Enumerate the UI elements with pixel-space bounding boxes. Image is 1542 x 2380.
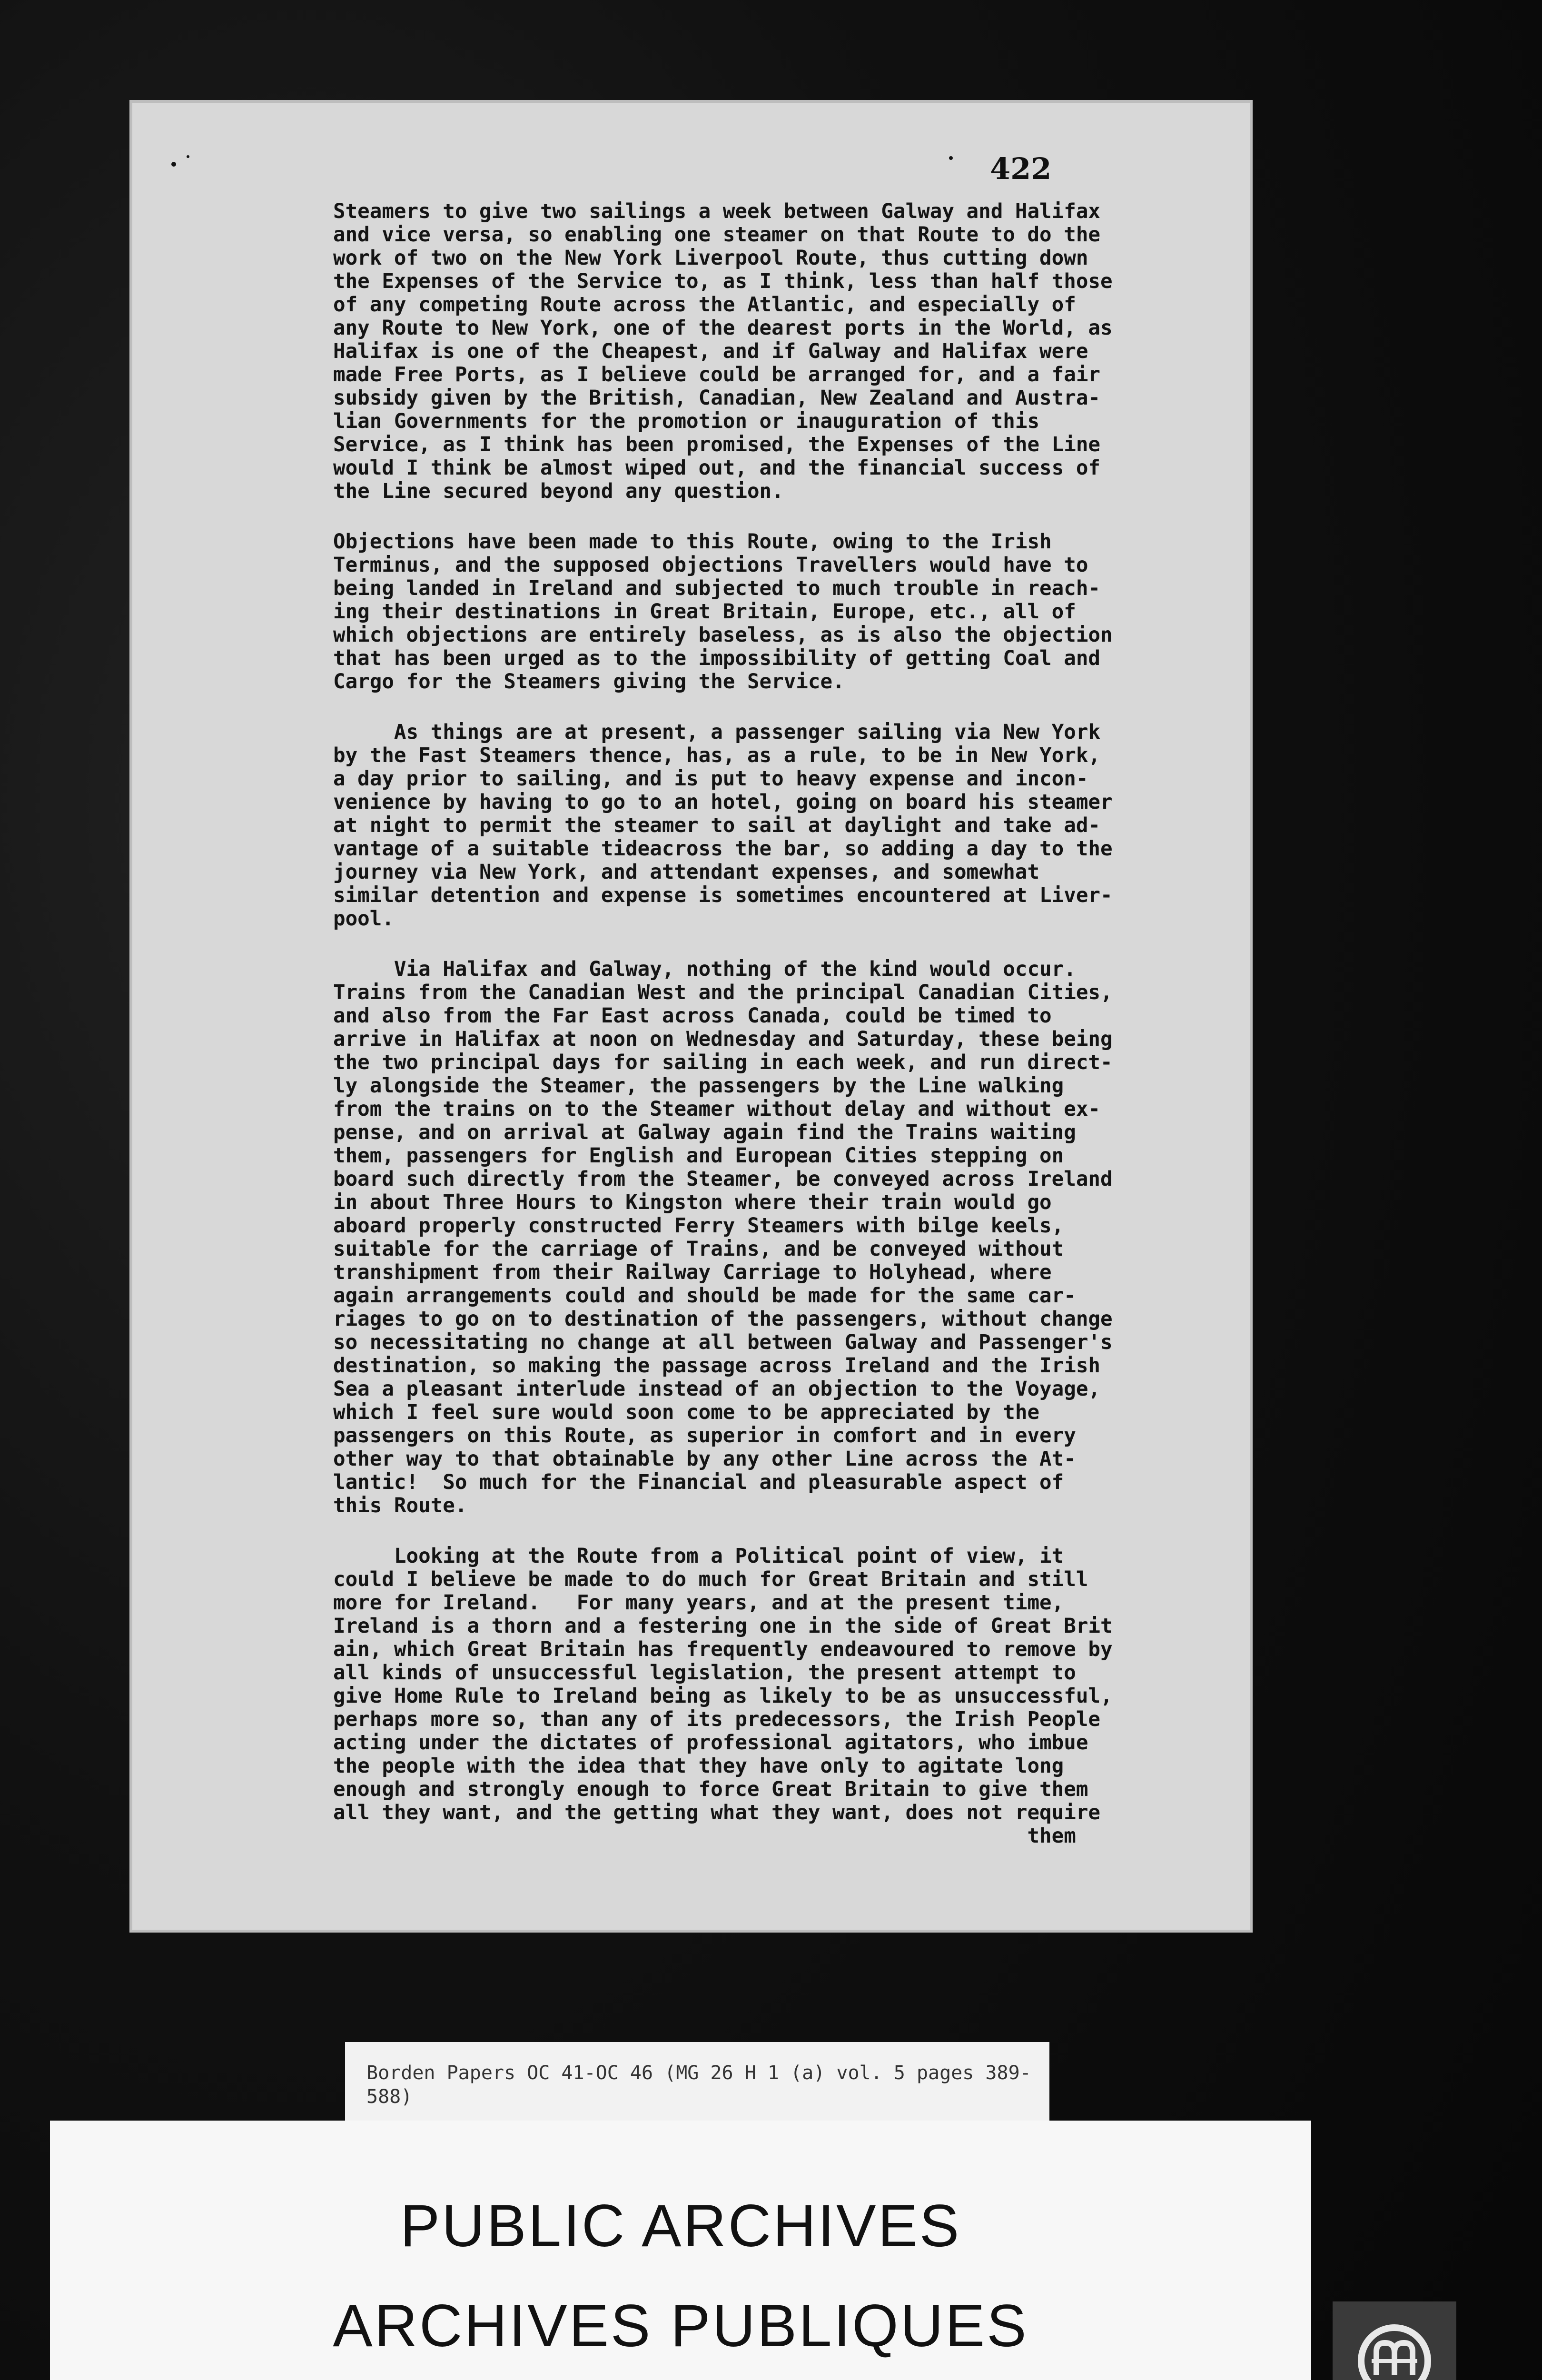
archives-logo <box>1333 2301 1456 2380</box>
reference-label: Borden Papers OC 41-OC 46 (MG 26 H 1 (a) vol. 5 pages 389-588) <box>366 2062 1031 2108</box>
typed-letter-body <box>333 200 1237 1848</box>
page-number: 422 <box>990 151 1052 186</box>
paragraph: As things are at present, a passenger sailing via New York by the Fast Steamers thence, has, as a rule, to be in New York, a day prior to sailing, and is put to heavy expense and incon- venience by having to go to an hotel, going on board his steamer at night to permit the steamer to sail at daylight and take ad- vantage of a suitable tideacross the bar, so adding a day to the journey via New York, and attendant expenses, and somewhat similar detention and expense is sometimes encountered at Liver- pool. <box>333 721 1113 931</box>
archive-title-french: ARCHIVES PUBLIQUES <box>333 2293 1028 2359</box>
page-speck <box>949 156 953 160</box>
archive-title-english: PUBLIC ARCHIVES <box>400 2193 961 2259</box>
paragraph: Objections have been made to this Route, owing to the Irish Terminus, and the supposed objections Travellers would have to being landed in Ireland and subjected to much trouble in reach- ing their destinations in Great Britain, Europe, etc., all of which objections are entirely baseless, as is also the objection that has been urged as to the impossibility of getting Coal and Cargo for the Steamers giving the Service. <box>333 530 1113 694</box>
paragraph: Steamers to give two sailings a week between Galway and Halifax and vice versa, so enabling one steamer on that Route to do the work of two on the New York Liverpool Route, thus cutting down the Expenses of the Service to, as I think, less than half those of any competing Route across the Atlantic, and especially of any Route to New York, one of the dearest ports in the World, as Halifax is one of the Cheapest, and if Galway and Halifax were made Free Ports, as I believe could be arranged for, and a fair subsidy given by the British, Canadian, New Zealand and Austra- lian Governments for the promotion or inauguration of this Service, as I think has been promised, the Expenses of the Line would I think be almost wiped out, and the financial success of the Line secured beyond any question. <box>333 200 1113 503</box>
paragraph: Via Halifax and Galway, nothing of the kind would occur. Trains from the Canadian West and the principal Canadian Cities, and also from the Far East across Canada, could be timed to arrive in Halifax at noon on Wednesday and Saturday, these being the two principal days for sailing in each week, and run direct- ly alongside the Steamer, the passengers by the Line walking from the trains on to the Steamer without delay and without ex- pense, and on arrival at Galway again find the Trains waiting them, passengers for English and European Cities stepping on board such directly from the Steamer, be conveyed across Ireland in about Three Hours to Kingston where their train would go aboard properly constructed Ferry Steamers with bilge keels, suitable for the carriage of Trains, and be conveyed without transhipment from their Railway Carriage to Holyhead, where again arrangements could and should be made for the same car- riages to go on to destination of the passengers, without change so necessitating no change at all between Galway and Passenger's destination, so making the passage across Ireland and the Irish Sea a pleasant interlude instead of an objection to the Voyage, which I feel sure would soon come to be appreciated by the passengers on this Route, as superior in comfort and in every other way to that obtainable by any other Line across the At- lantic! So much for the Financial and pleasurable aspect of this Route. <box>333 958 1113 1517</box>
reference-label-strip <box>345 2042 1049 2121</box>
archives-canada-logo-icon <box>1347 2313 1442 2380</box>
archive-card <box>50 2121 1311 2380</box>
page-speck <box>171 162 176 167</box>
paragraph: Looking at the Route from a Political point of view, it could I believe be made to do much for Great Britain and still more for Ireland. For many years, and at the present time, Ireland is a thorn and a festering one in the side of Great Brit ain, which Great Britain has frequently endeavoured to remove by all kinds of unsuccessful legislation, the present attempt to give Home Rule to Ireland being as likely to be as unsuccessful, perhaps more so, than any of its predecessors, the Irish People acting under the dictates of professional agitators, who imbue the people with the idea that they have only to agitate long enough and strongly enough to force Great Britain to give them all they want, and the getting what they want, does not require them <box>333 1545 1113 1848</box>
page-speck <box>187 155 189 158</box>
